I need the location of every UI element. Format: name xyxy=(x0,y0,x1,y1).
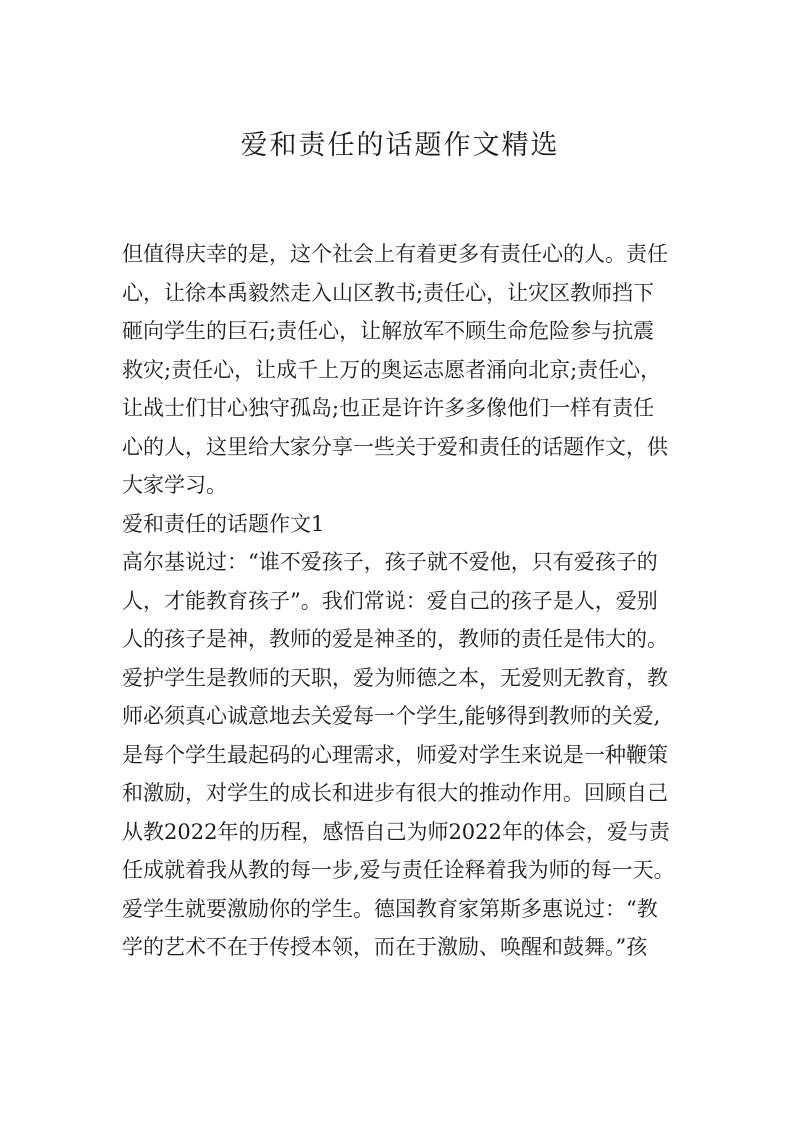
body-line: 高尔基说过：“谁不爱孩子，孩子就不爱他，只有爱孩子的 xyxy=(122,550,658,574)
body-line: 人，才能教育孩子”。我们常说：爱自己的孩子是人，爱别 xyxy=(122,588,658,613)
body-line: 心的人，这里给大家分享一些关于爱和责任的话题作文，供 xyxy=(122,434,668,459)
body-line: 爱护学生是教师的天职，爱为师德之本，无爱则无教育，教 xyxy=(122,665,668,690)
section-heading: 爱和责任的话题作文1 xyxy=(122,511,325,536)
body-line: 让战士们甘心独守孤岛;也正是许许多多像他们一样有责任 xyxy=(122,396,655,420)
body-line: 砸向学生的巨石;责任心，让解放军不顾生命危险参与抗震 xyxy=(122,319,655,343)
body-line: 师必须真心诚意地去关爱每一个学生,能够得到教师的关爱, xyxy=(122,704,661,728)
body-line: 是每个学生最起码的心理需求，师爱对学生来说是一种鞭策 xyxy=(122,742,668,767)
body-line: 从教2022年的历程，感悟自己为师2022年的体会，爱与责 xyxy=(122,819,670,844)
document-title: 爱和责任的话题作文精选 xyxy=(240,130,560,161)
body-line: 和激励，对学生的成长和进步有很大的推动作用。回顾自己 xyxy=(122,781,668,805)
body-line: 人的孩子是神，教师的爱是神圣的，教师的责任是伟大的。 xyxy=(122,627,668,651)
body-line: 心，让徐本禹毅然走入山区教书;责任心，让灾区教师挡下 xyxy=(122,280,655,305)
body-line: 救灾;责任心，让成千上万的奥运志愿者涌向北京;责任心， xyxy=(122,357,662,382)
body-line: 学的艺术不在于传授本领，而在于激励、唤醒和鼓舞。”孩 xyxy=(122,935,648,959)
body-line: 大家学习。 xyxy=(122,473,227,497)
body-line: 爱学生就要激励你的学生。德国教育家第斯多惠说过：“教 xyxy=(122,896,658,921)
body-line: 但值得庆幸的是，这个社会上有着更多有责任心的人。责任 xyxy=(122,242,668,266)
document-body xyxy=(122,235,682,967)
body-line: 任成就着我从教的每一步,爱与责任诠释着我为师的每一天。 xyxy=(122,858,675,882)
